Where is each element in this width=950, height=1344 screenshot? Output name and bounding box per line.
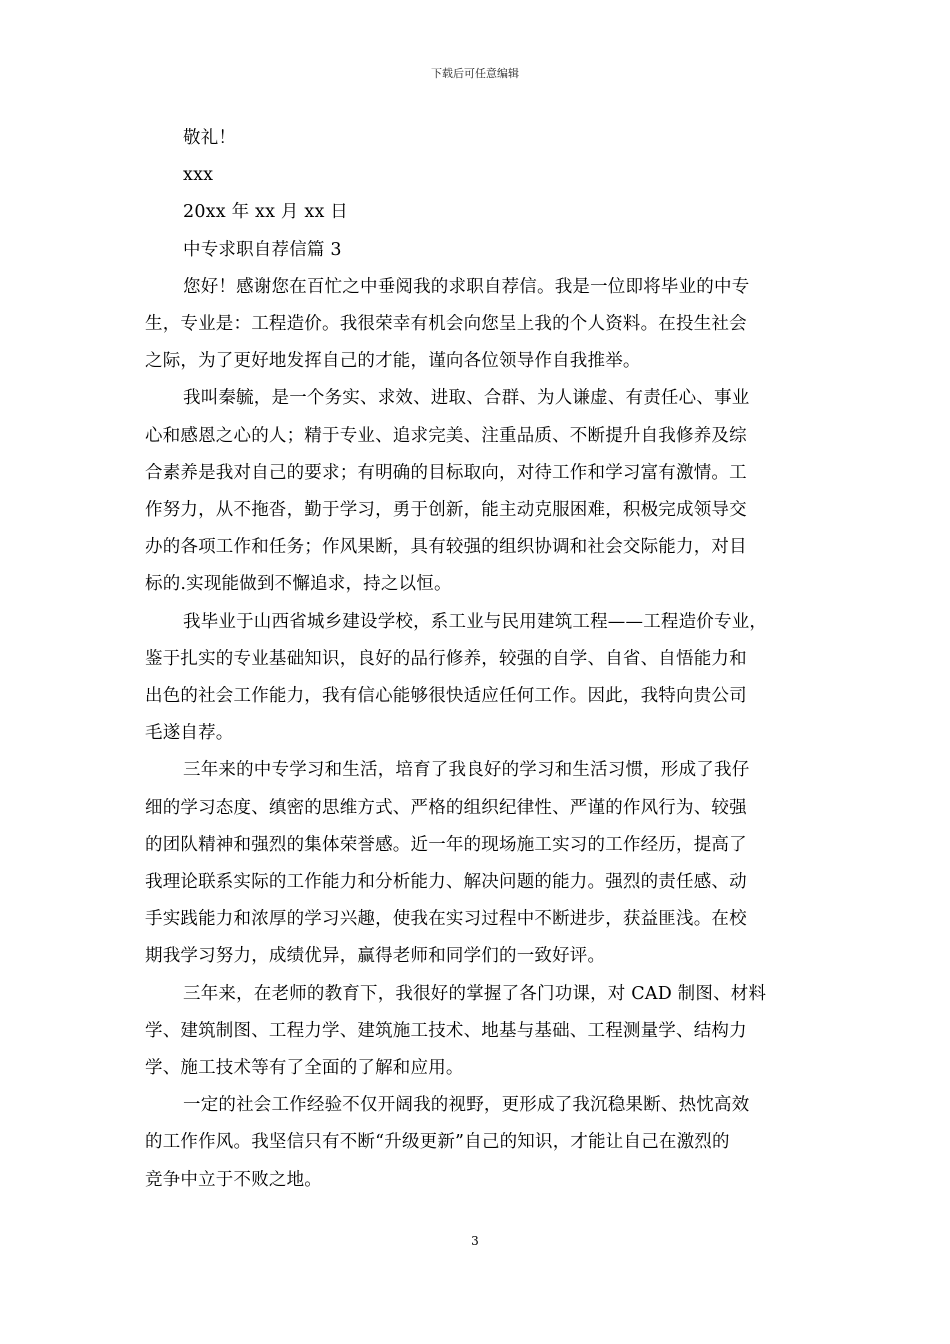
- text-line: 三年来，在老师的教育下，我很好的掌握了各门功课，对 CAD 制图、材料: [183, 983, 767, 1004]
- page-header-note: 下载后可任意编辑: [431, 67, 519, 80]
- text-line: 中专求职自荐信篇 3: [183, 239, 342, 260]
- text-line: 之际，为了更好地发挥自己的才能，谨向各位领导作自我推举。: [145, 351, 641, 372]
- text-line: 敬礼！: [183, 128, 237, 148]
- text-line: 作努力，从不拖沓，勤于学习，勇于创新，能主动克服困难，积极完成领导交: [145, 500, 747, 521]
- text-line: 我理论联系实际的工作能力和分析能力、解决问题的能力。强烈的责任感、动: [145, 872, 747, 893]
- text-line: 鉴于扎实的专业基础知识，良好的品行修养，较强的自学、自省、自悟能力和: [145, 648, 747, 669]
- text-line: 心和感恩之心的人；精于专业、追求完美、注重品质、不断提升自我修养及综: [145, 425, 747, 446]
- text-line: 一定的社会工作经验不仅开阔我的视野，更形成了我沉稳果断、热忱高效: [183, 1095, 750, 1116]
- text-line: 毛遂自荐。: [145, 723, 234, 744]
- text-line: 我叫秦毓，是一个务实、求效、进取、合群、为人谦虚、有责任心、事业: [183, 388, 750, 409]
- text-line: 学、施工技术等有了全面的了解和应用。: [145, 1058, 464, 1079]
- text-line: 的工作作风。我坚信只有不断“升级更新”自己的知识，才能让自己在激烈的: [145, 1132, 730, 1153]
- text-line: 三年来的中专学习和生活，培育了我良好的学习和生活习惯，形成了我仔: [183, 760, 750, 781]
- text-line: 您好！感谢您在百忙之中垂阅我的求职自荐信。我是一位即将毕业的中专: [183, 276, 750, 297]
- text-line: 合素养是我对自己的要求；有明确的目标取向，对待工作和学习富有激情。工: [145, 462, 747, 483]
- text-line: 细的学习态度、缜密的思维方式、严格的组织纪律性、严谨的作风行为、较强: [145, 797, 747, 818]
- text-line: 生，专业是：工程造价。我很荣幸有机会向您呈上我的个人资料。在投生社会: [145, 314, 747, 335]
- text-line: 出色的社会工作能力，我有信心能够很快适应任何工作。因此，我特向贵公司: [145, 686, 747, 707]
- text-line: 期我学习努力，成绩优异，赢得老师和同学们的一致好评。: [145, 946, 606, 967]
- document-body: [145, 120, 805, 1199]
- text-line: 办的各项工作和任务；作风果断，具有较强的组织协调和社会交际能力，对目: [145, 537, 747, 558]
- text-line: 20xx 年 xx 月 xx 日: [183, 202, 348, 223]
- text-line: 学、建筑制图、工程力学、建筑施工技术、地基与基础、工程测量学、结构力: [145, 1020, 747, 1041]
- text-line: xxx: [183, 165, 214, 186]
- text-line: 竞争中立于不败之地。: [145, 1169, 322, 1190]
- text-line: 手实践能力和浓厚的学习兴趣，使我在实习过程中不断进步，获益匪浅。在校: [145, 909, 747, 930]
- text-line: 我毕业于山西省城乡建设学校，系工业与民用建筑工程——工程造价专业，: [183, 611, 768, 632]
- text-line: 标的.实现能做到不懈追求，持之以恒。: [145, 574, 452, 595]
- text-line: 的团队精神和强烈的集体荣誉感。近一年的现场施工实习的工作经历，提高了: [145, 834, 747, 855]
- page-number: 3: [471, 1234, 479, 1248]
